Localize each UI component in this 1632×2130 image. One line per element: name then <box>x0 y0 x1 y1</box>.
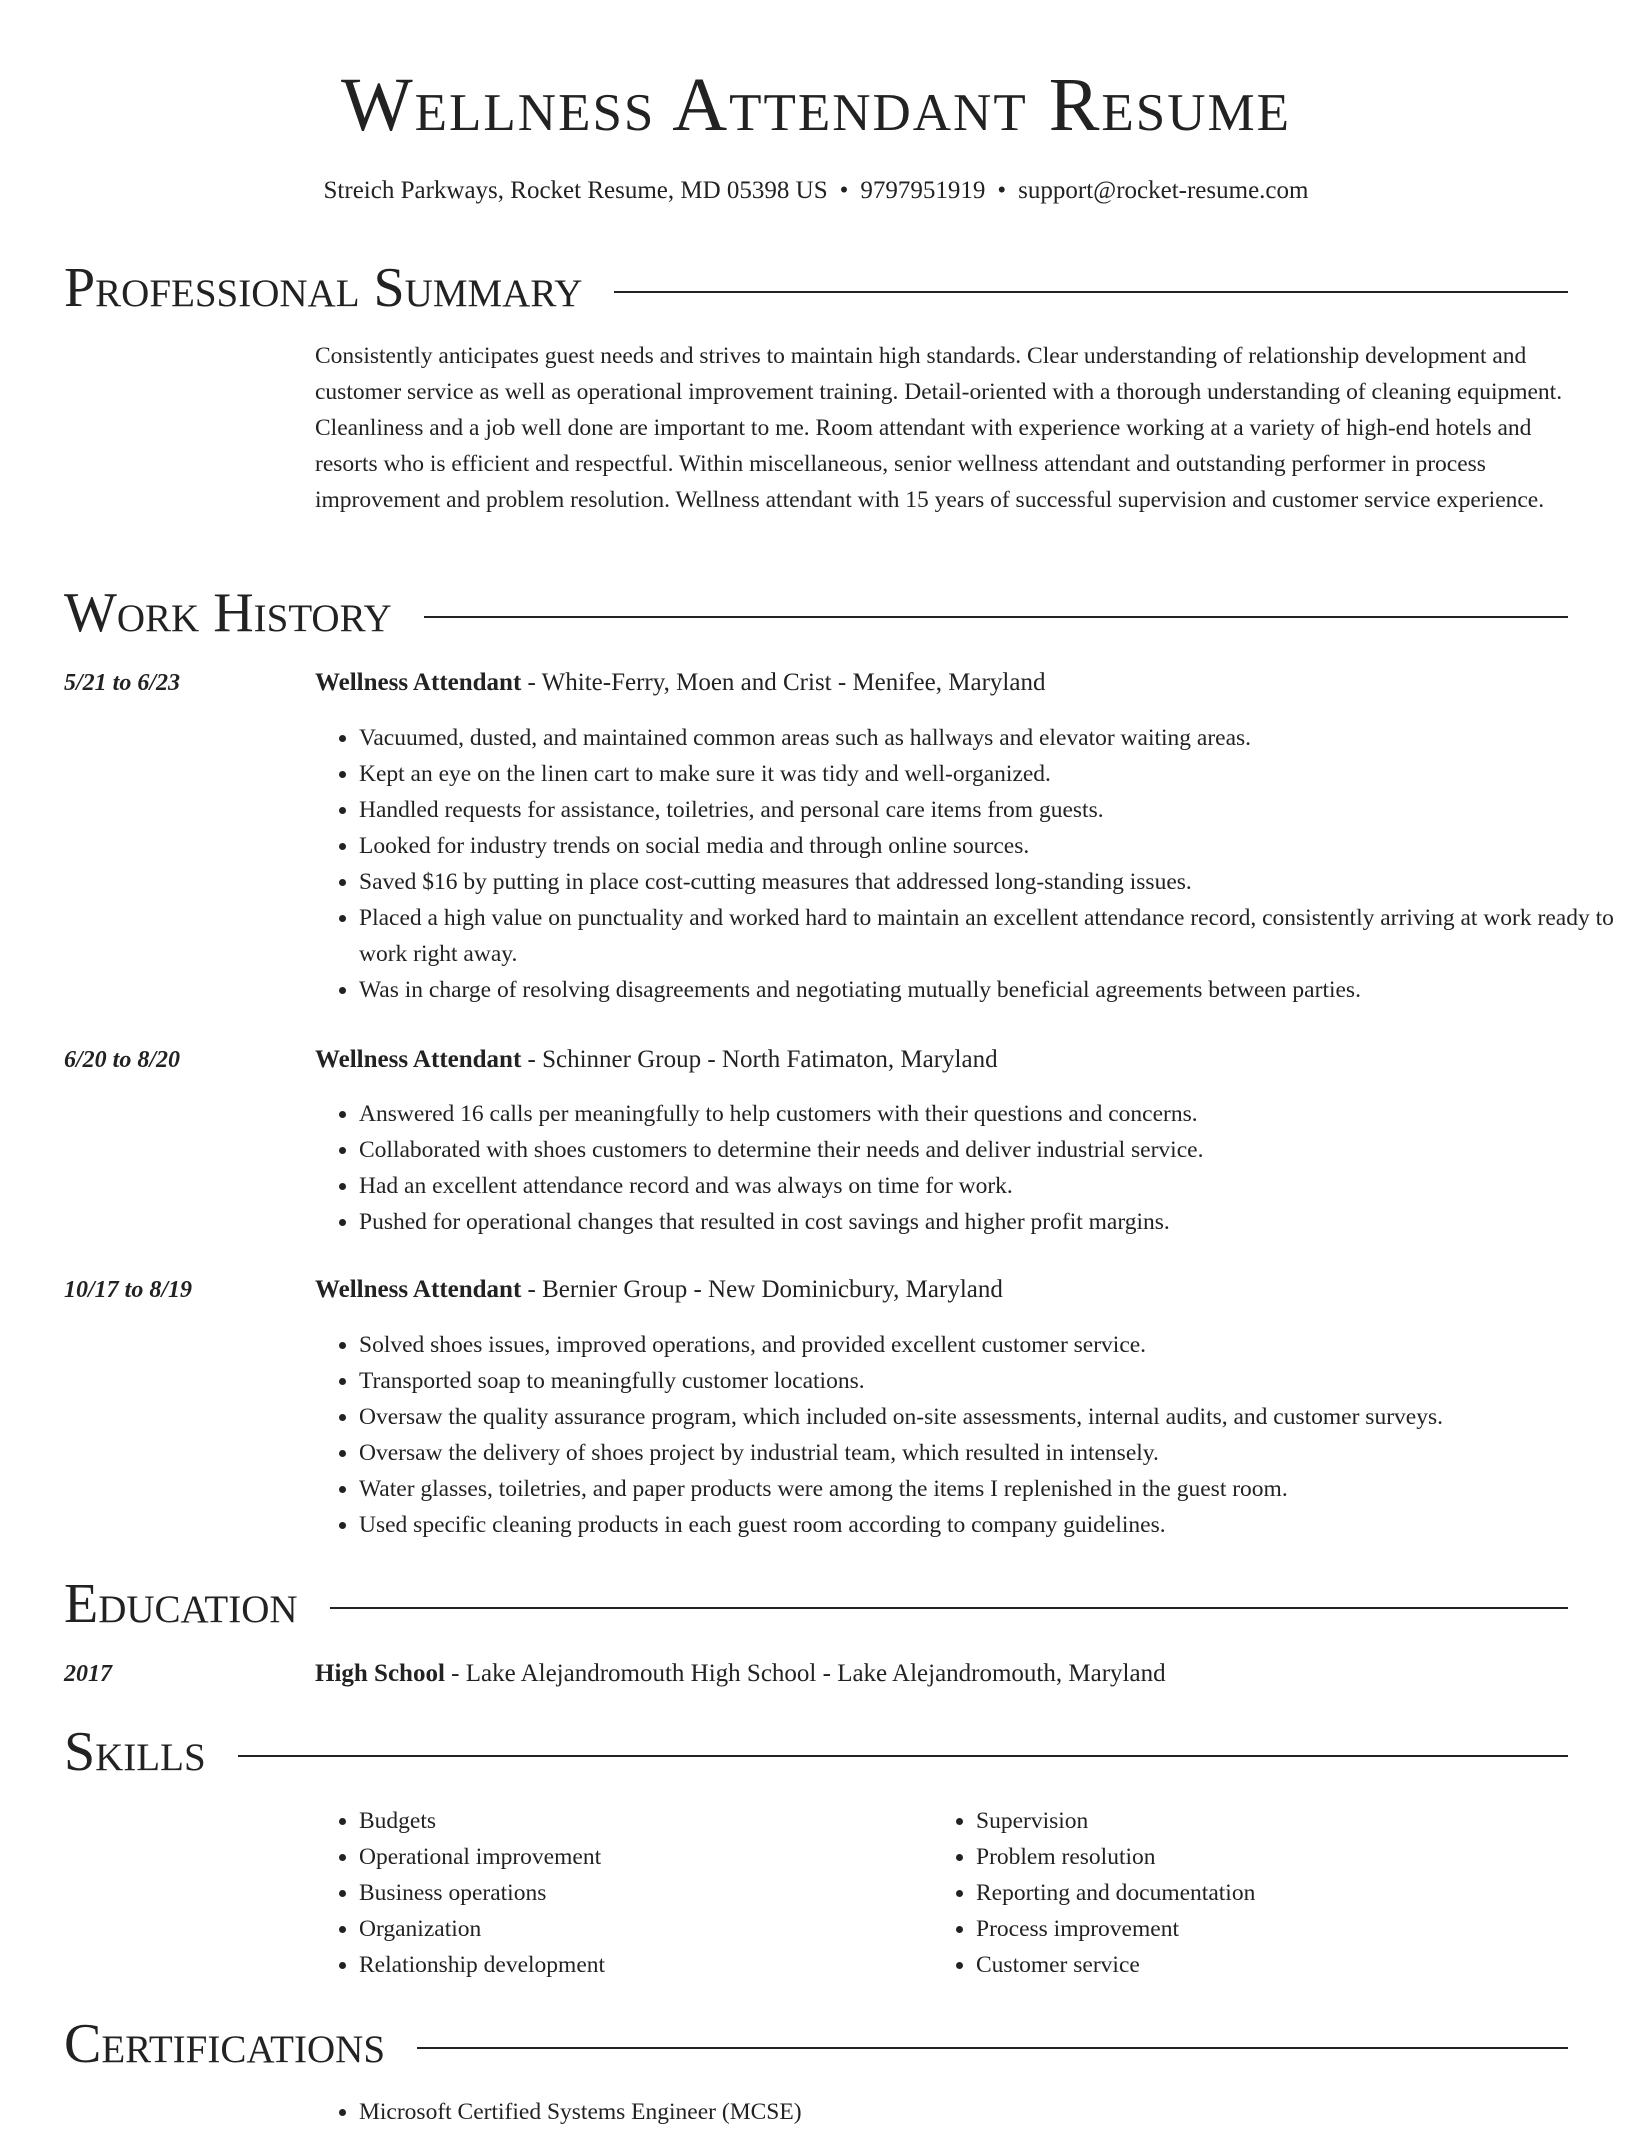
section-divider <box>330 1607 1568 1609</box>
section-divider <box>417 2047 1568 2049</box>
list-item: • Oversaw the quality assurance program, which included on-site assessments, internal audits, and customer surveys. <box>359 1399 1614 1435</box>
education-year: 2017 <box>64 1661 112 1687</box>
skill-item: • Problem resolution <box>976 1839 1536 1875</box>
section-title-summary: Professional Summary <box>64 257 583 319</box>
skill-item: • Operational improvement <box>359 1839 919 1875</box>
list-item: • Pushed for operational changes that resulted in cost savings and higher profit margins. <box>359 1204 1614 1240</box>
list-item: • Saved $16 by putting in place cost-cutting measures that addressed long-standing issues. <box>359 864 1614 900</box>
list-item: • Answered 16 calls per meaningfully to help customers with their questions and concerns. <box>359 1096 1614 1132</box>
job-title: Wellness Attendant <box>315 1046 522 1073</box>
skill-item: • Customer service <box>976 1947 1536 1983</box>
section-title-certifications: Certifications <box>64 2013 386 2075</box>
skills-list-left <box>315 1803 919 1983</box>
job-title: Wellness Attendant <box>315 669 522 696</box>
skills-section-header <box>64 1720 1568 1784</box>
job-details: - Bernier Group - New Dominicbury, Maryland <box>521 1276 1003 1303</box>
address: Streich Parkways, Rocket Resume, MD 05398 US <box>323 177 828 204</box>
list-item: • Transported soap to meaningfully customer locations. <box>359 1363 1614 1399</box>
section-divider <box>238 1755 1568 1757</box>
separator: • <box>839 177 849 204</box>
job-details: - Schinner Group - North Fatimaton, Maryland <box>521 1046 998 1073</box>
phone: 9797951919 <box>860 177 986 204</box>
section-title-education: Education <box>64 1573 298 1635</box>
skill-item: • Supervision <box>976 1803 1536 1839</box>
list-item: • Collaborated with shoes customers to determine their needs and deliver industrial service. <box>359 1132 1614 1168</box>
job-bullets <box>315 1327 1614 1543</box>
certifications-list <box>315 2094 1614 2130</box>
section-title-work: Work History <box>64 582 392 644</box>
list-item: • Vacuumed, dusted, and maintained common areas such as hallways and elevator waiting areas. <box>359 720 1614 756</box>
summary-text: Consistently anticipates guest needs and strives to maintain high standards. Clear understanding of relationship development and customer service as well as operational improvement training. Detail-oriented with a thorough understanding of cleaning equipment. Cleanliness and a job well done are important to me. Room attendant with experience working at a variety of high-end hotels and resorts who is efficient and respectful. Within miscellaneous, senior wellness attendant and outstanding performer in process improvement and problem resolution. Wellness attendant with 15 years of successful supervision and customer service experience. <box>315 343 1563 513</box>
list-item: • Used specific cleaning products in each guest room according to company guidelines. <box>359 1507 1614 1543</box>
list-item: • Solved shoes issues, improved operations, and provided excellent customer service. <box>359 1327 1614 1363</box>
summary-section-header <box>64 256 1568 320</box>
job-details: - White-Ferry, Moen and Crist - Menifee, Maryland <box>521 669 1046 696</box>
separator: • <box>997 177 1007 204</box>
certification-item: • Microsoft Certified Systems Engineer (MCSE) <box>359 2094 1614 2130</box>
list-item: • Kept an eye on the linen cart to make sure it was tidy and well-organized. <box>359 756 1614 792</box>
section-divider <box>614 291 1568 293</box>
job-heading <box>315 1044 1570 1076</box>
skill-item: • Budgets <box>359 1803 919 1839</box>
education-details: - Lake Alejandromouth High School - Lake Alejandromouth, Maryland <box>444 1660 1166 1687</box>
list-item: • Handled requests for assistance, toiletries, and personal care items from guests. <box>359 792 1614 828</box>
job-bullets <box>315 1096 1614 1240</box>
section-divider <box>424 616 1568 618</box>
job-bullets <box>315 720 1614 1008</box>
job-title: Wellness Attendant <box>315 1276 522 1303</box>
job-heading <box>315 1274 1570 1306</box>
skill-item: • Organization <box>359 1911 919 1947</box>
section-title-skills: Skills <box>64 1721 206 1783</box>
list-item: • Had an excellent attendance record and was always on time for work. <box>359 1168 1614 1204</box>
list-item: • Water glasses, toiletries, and paper products were among the items I replenished in the guest room. <box>359 1471 1614 1507</box>
certifications-section-header <box>64 2012 1568 2076</box>
list-item: • Was in charge of resolving disagreements and negotiating mutually beneficial agreements between parties. <box>359 972 1614 1008</box>
list-item: • Oversaw the delivery of shoes project by industrial team, which resulted in intensely. <box>359 1435 1614 1471</box>
contact-line <box>0 175 1632 207</box>
resume-title: Wellness Attendant Resume <box>340 63 1292 147</box>
job-dates: 5/21 to 6/23 <box>64 670 181 696</box>
education-heading <box>315 1658 1570 1690</box>
email: support@rocket-resume.com <box>1018 177 1309 204</box>
education-degree: High School <box>315 1660 445 1687</box>
skill-item: • Reporting and documentation <box>976 1875 1536 1911</box>
skill-item: • Business operations <box>359 1875 919 1911</box>
job-dates: 10/17 to 8/19 <box>64 1277 193 1303</box>
skill-item: • Process improvement <box>976 1911 1536 1947</box>
education-section-header <box>64 1572 1568 1636</box>
list-item: • Looked for industry trends on social media and through online sources. <box>359 828 1614 864</box>
skills-list-right <box>932 1803 1536 1983</box>
skill-item: • Relationship development <box>359 1947 919 1983</box>
work-section-header <box>64 581 1568 645</box>
job-dates: 6/20 to 8/20 <box>64 1047 181 1073</box>
job-heading <box>315 667 1570 699</box>
list-item: • Placed a high value on punctuality and worked hard to maintain an excellent attendance record, consistently arriving at work ready to work right away. <box>359 900 1614 972</box>
